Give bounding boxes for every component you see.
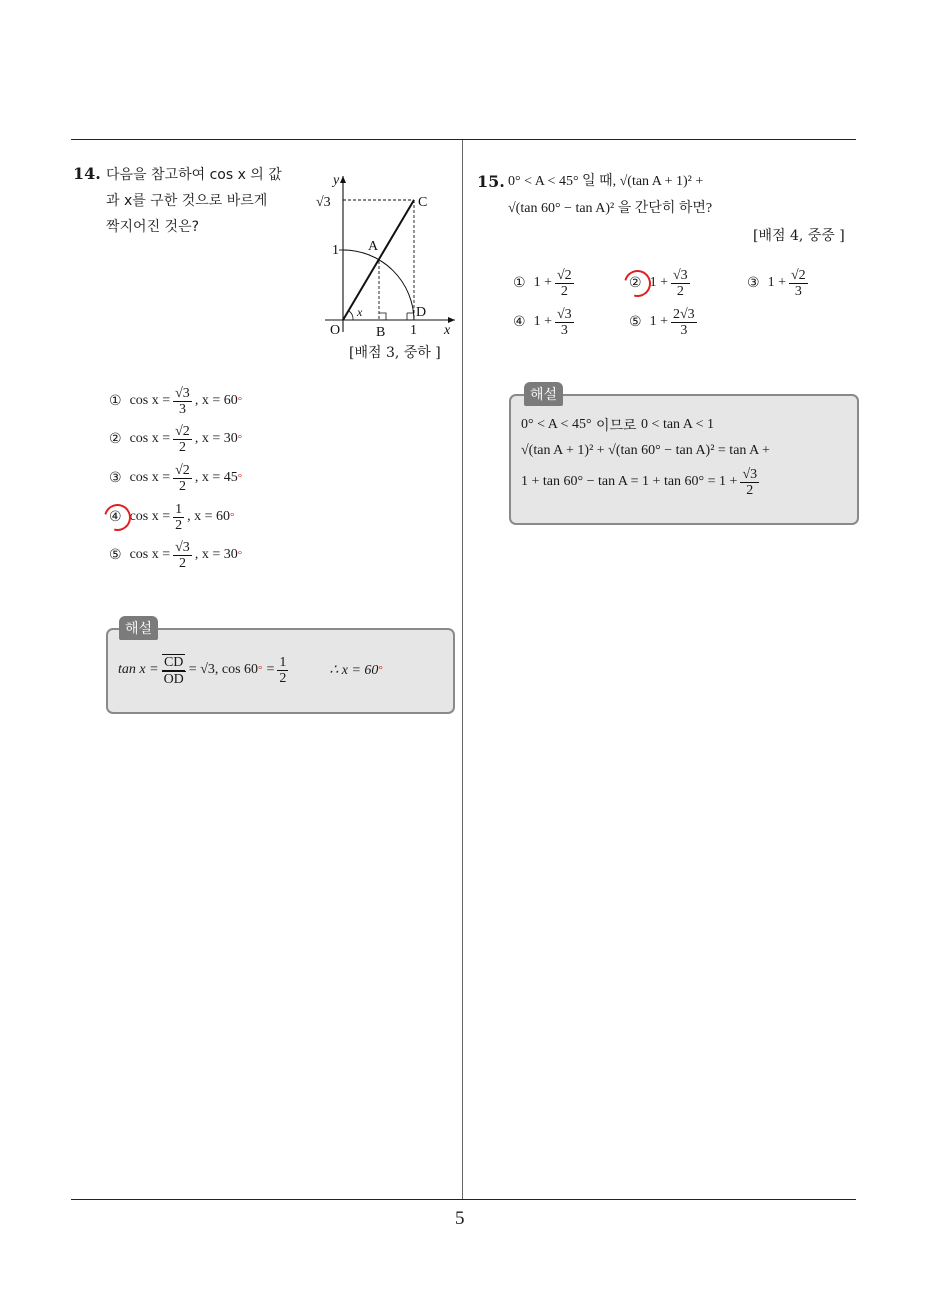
choice-fraction-den: 3	[178, 401, 186, 417]
q14-choice-1[interactable]	[109, 383, 242, 419]
q15-sol-line3-den: 2	[746, 482, 754, 498]
choice-number: ⑤	[109, 547, 122, 563]
choice-fraction-num: √3	[175, 385, 190, 401]
q15-sol-line3-frac	[740, 467, 759, 498]
choice-fraction	[173, 502, 184, 533]
q15-sol-line-2: √(tan A + 1)² + √(tan 60° − tan A)² = tan A +	[521, 443, 770, 458]
q15-sol-line1-math2: 0 < tan A < 1	[641, 417, 715, 432]
q14-sol-frac	[162, 654, 186, 687]
label-a: A	[368, 239, 379, 254]
q15-line-1: 0° < A < 45° 일 때, √(tan A + 1)² +	[508, 174, 704, 189]
choice-number: ①	[513, 275, 526, 291]
label-sqrt3: √3	[316, 195, 331, 210]
line-oc	[343, 200, 414, 320]
choice-fraction	[671, 307, 697, 338]
choice-fraction-den: 2	[178, 478, 186, 494]
label-d: D	[416, 305, 427, 320]
choice-number: ②	[629, 275, 642, 291]
q14-sol-deg: °	[258, 664, 263, 676]
choice-prefix: 1 +	[767, 275, 786, 290]
choice-number: ④	[513, 314, 526, 330]
choice-degree: °	[237, 472, 243, 484]
choice-suffix: , x = 45	[194, 470, 238, 485]
q14-sol-frac2-num: 1	[279, 654, 287, 670]
page-number: 5	[455, 1208, 465, 1229]
choice-fraction-den: 2	[560, 283, 568, 299]
choice-prefix: 1 +	[649, 314, 668, 329]
choice-number: ②	[109, 431, 122, 447]
q14-figure	[310, 170, 460, 340]
choice-fraction	[173, 386, 192, 417]
choice-fraction-num: √2	[556, 267, 572, 283]
q14-choice-5[interactable]	[109, 537, 242, 573]
choice-suffix: , x = 30	[194, 547, 238, 562]
q14-sol-frac-num: CD	[163, 654, 184, 670]
choice-prefix: 1 +	[649, 275, 668, 290]
label-angle-x: x	[357, 305, 363, 319]
q14-text-line-3: 짝지어진 것은?	[106, 219, 200, 235]
choice-fraction	[173, 540, 192, 571]
choice-fraction-den: 3	[794, 283, 802, 299]
choice-degree: °	[237, 433, 243, 445]
q14-text-line-2: 과 x를 구한 것으로 바르게	[106, 193, 268, 209]
choice-fraction-den: 2	[178, 439, 186, 455]
q14-sol-frac-den: OD	[163, 671, 184, 687]
q14-solution-tab: 해설	[119, 616, 158, 640]
label-one-y: 1	[332, 243, 339, 258]
choice-number: ④	[109, 509, 122, 525]
choice-fraction-den: 2	[175, 517, 183, 533]
q14-sol-therefore-deg: °	[378, 664, 383, 676]
label-c: C	[418, 195, 428, 210]
q14-sol-therefore: ∴ x = 60	[329, 662, 379, 678]
q14-solution-line	[118, 650, 383, 690]
choice-suffix: , x = 60	[194, 393, 238, 408]
choice-number: ③	[109, 470, 122, 486]
choice-degree: °	[237, 549, 243, 561]
q14-text-line-1: 다음을 참고하여 cos x 의 값	[106, 167, 282, 183]
q14-score: [배점 3, 중하 ]	[349, 345, 441, 361]
q15-sol-line-1	[521, 414, 714, 436]
choice-fraction-num: √2	[175, 462, 190, 478]
choice-suffix: , x = 30	[194, 431, 238, 446]
choice-fraction-den: 2	[676, 283, 684, 299]
choice-fraction-den: 2	[178, 555, 186, 571]
q15-choice-5[interactable]	[629, 304, 700, 340]
q15-sol-line1-math: 0° < A < 45°	[521, 417, 592, 432]
choice-degree: °	[237, 395, 243, 407]
q15-choice-4[interactable]	[513, 304, 577, 340]
choice-fraction-num: √3	[175, 539, 190, 555]
column-divider	[462, 140, 463, 1200]
choice-fraction	[555, 307, 574, 338]
q15-sol-line1-ko: 이므로	[591, 418, 642, 434]
choice-suffix: , x = 60	[187, 509, 231, 524]
top-rule	[71, 139, 856, 140]
q14-sol-frac2-den: 2	[279, 670, 287, 686]
q15-solution-tab: 해설	[524, 382, 563, 406]
choice-fraction	[671, 268, 690, 299]
label-x: x	[444, 323, 451, 338]
choice-prefix: cos x =	[129, 547, 171, 562]
label-b: B	[376, 325, 386, 340]
label-y: y	[333, 173, 340, 188]
choice-degree: °	[230, 511, 235, 523]
q15-choice-3[interactable]	[747, 265, 811, 301]
choice-prefix: cos x =	[129, 431, 171, 446]
choice-fraction-num: √3	[556, 306, 572, 322]
q14-choice-2[interactable]	[109, 421, 242, 457]
label-o: O	[330, 323, 341, 338]
choice-fraction	[555, 268, 574, 299]
q15-sol-line3-text: 1 + tan 60° − tan A = 1 + tan 60° = 1 +	[521, 474, 738, 489]
choice-number: ③	[747, 275, 760, 291]
choice-prefix: 1 +	[533, 275, 552, 290]
label-one-x: 1	[410, 323, 417, 338]
choice-number: ⑤	[629, 314, 642, 330]
choice-fraction	[173, 424, 192, 455]
q14-sol-mid: = √3, cos 60	[188, 662, 259, 677]
q14-sol-lhs: tan x =	[118, 662, 159, 677]
q15-sol-line-3	[521, 462, 762, 502]
choice-fraction-num: √2	[790, 267, 806, 283]
choice-prefix: cos x =	[129, 470, 171, 485]
q14-choice-3[interactable]	[109, 460, 242, 496]
choice-fraction	[173, 463, 192, 494]
q14-sol-eq: =	[266, 662, 275, 677]
choice-number: ①	[109, 393, 122, 409]
choice-fraction-num: 1	[175, 501, 183, 517]
choice-fraction	[789, 268, 808, 299]
bottom-rule	[71, 1199, 856, 1200]
q14-number: 14.	[73, 164, 101, 183]
q14-sol-frac2	[277, 655, 288, 686]
q15-choice-1[interactable]	[513, 265, 577, 301]
q14-text	[106, 162, 306, 240]
choice-prefix: cos x =	[129, 393, 171, 408]
q15-score: [배점 4, 중중 ]	[753, 228, 845, 244]
choice-fraction-den: 3	[680, 322, 688, 338]
choice-prefix: cos x =	[129, 509, 171, 524]
q15-number: 15.	[477, 172, 505, 191]
right-angle-b	[379, 313, 386, 320]
choice-fraction-num: √2	[175, 423, 190, 439]
choice-prefix: 1 +	[533, 314, 552, 329]
choice-fraction-num: 2√3	[672, 306, 695, 322]
y-axis-arrow	[340, 176, 346, 183]
choice-fraction-num: √3	[672, 267, 688, 283]
choice-fraction-den: 3	[560, 322, 568, 338]
q15-line-2: √(tan 60° − tan A)² 을 간단히 하면?	[508, 201, 713, 216]
angle-arc	[349, 311, 353, 320]
q15-sol-line3-num: √3	[742, 466, 758, 482]
